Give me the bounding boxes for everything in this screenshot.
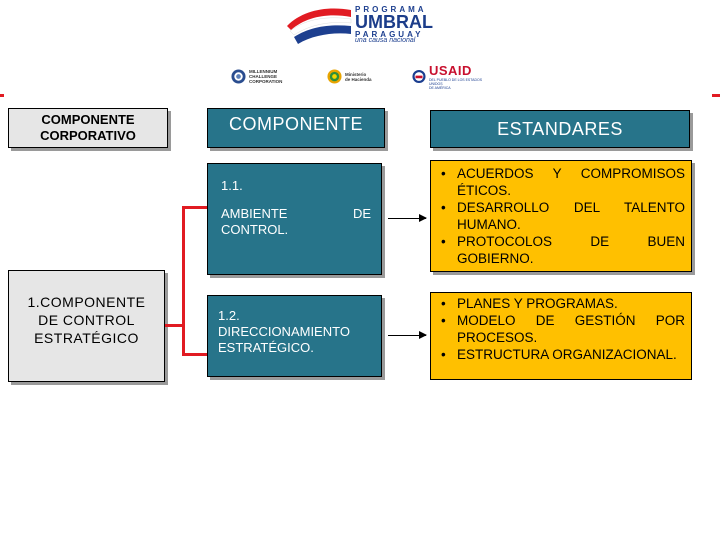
corporate-box-line1: COMPONENTE — [41, 112, 135, 127]
standards-box-1 — [430, 160, 692, 272]
usaid-subtitle: DEL PUEBLO DE LOS ESTADOS UNIDOS DE AMÉRICA — [428, 78, 483, 90]
element-1-1-word-de: DE — [352, 206, 371, 221]
standards-header: ESTANDARES — [430, 110, 690, 148]
partner-label-hacienda: Ministerio de Hacienda — [345, 71, 372, 82]
connector-vertical — [182, 206, 185, 356]
corporate-component-box — [8, 108, 168, 148]
element-box-1-2 — [207, 295, 382, 377]
standard-item: • MODELO DE GESTIÓN POR PROCESOS. — [437, 312, 685, 346]
component-header: COMPONENTE — [207, 108, 385, 148]
strategic-control-component-box — [8, 270, 165, 382]
logo-line-umbral: UMBRAL — [355, 12, 433, 32]
element-box-1-1 — [207, 163, 382, 275]
logo-line-paraguay: PARAGUAY — [355, 30, 424, 39]
standard-item: • PROTOCOLOS DE BUEN GOBIERNO. — [437, 233, 685, 267]
partner-label-mcc: MILLENNIUM CHALLENGE CORPORATION — [249, 69, 283, 84]
strategic-box-line3: ESTRATÉGICO — [34, 330, 139, 346]
strategic-box-line1: 1.COMPONENTE — [27, 294, 146, 310]
programa-umbral-logo — [285, 4, 445, 46]
connector-stem — [165, 324, 183, 327]
standard-item: • PLANES Y PROGRAMAS. — [437, 295, 685, 312]
strategic-box-line2: DE CONTROL — [38, 312, 135, 328]
header-divider-left — [0, 94, 4, 97]
element-1-1-word-control: CONTROL. — [221, 222, 289, 237]
standard-item: • ACUERDOS Y COMPROMISOS ÉTICOS. — [437, 165, 685, 199]
arrow-to-standards-2 — [388, 335, 426, 336]
millennium-challenge-seal-icon — [231, 69, 246, 84]
usaid-seal-icon — [412, 69, 426, 84]
corporate-box-line2: CORPORATIVO — [40, 128, 136, 143]
arrow-to-standards-1 — [388, 218, 426, 219]
partner-logo-usaid — [412, 63, 492, 90]
paraguay-flag-swoosh-icon — [285, 4, 353, 46]
connector-branch-1-1 — [182, 206, 207, 209]
paraguay-coat-of-arms-icon — [327, 69, 342, 84]
element-1-2-number: 1.2. — [218, 308, 240, 323]
standards-box-2 — [430, 292, 692, 380]
element-1-2-line3: ESTRATÉGICO. — [218, 340, 314, 355]
logo-tagline: una causa nacional — [355, 37, 416, 44]
partner-logo-hacienda — [327, 68, 407, 85]
connector-branch-1-2 — [182, 353, 207, 356]
logo-line-programa: PROGRAMA — [355, 5, 427, 14]
usaid-wordmark: USAID — [428, 63, 472, 78]
standard-item: • ESTRUCTURA ORGANIZACIONAL. — [437, 346, 685, 363]
element-1-1-number: 1.1. — [221, 178, 243, 193]
element-1-1-word-ambiente: AMBIENTE — [221, 206, 288, 221]
element-1-2-line2: DIRECCIONAMIENTO — [218, 324, 350, 339]
header-divider-right — [712, 94, 720, 97]
partner-logo-mcc — [231, 68, 313, 85]
standard-item: • DESARROLLO DEL TALENTO HUMANO. — [437, 199, 685, 233]
